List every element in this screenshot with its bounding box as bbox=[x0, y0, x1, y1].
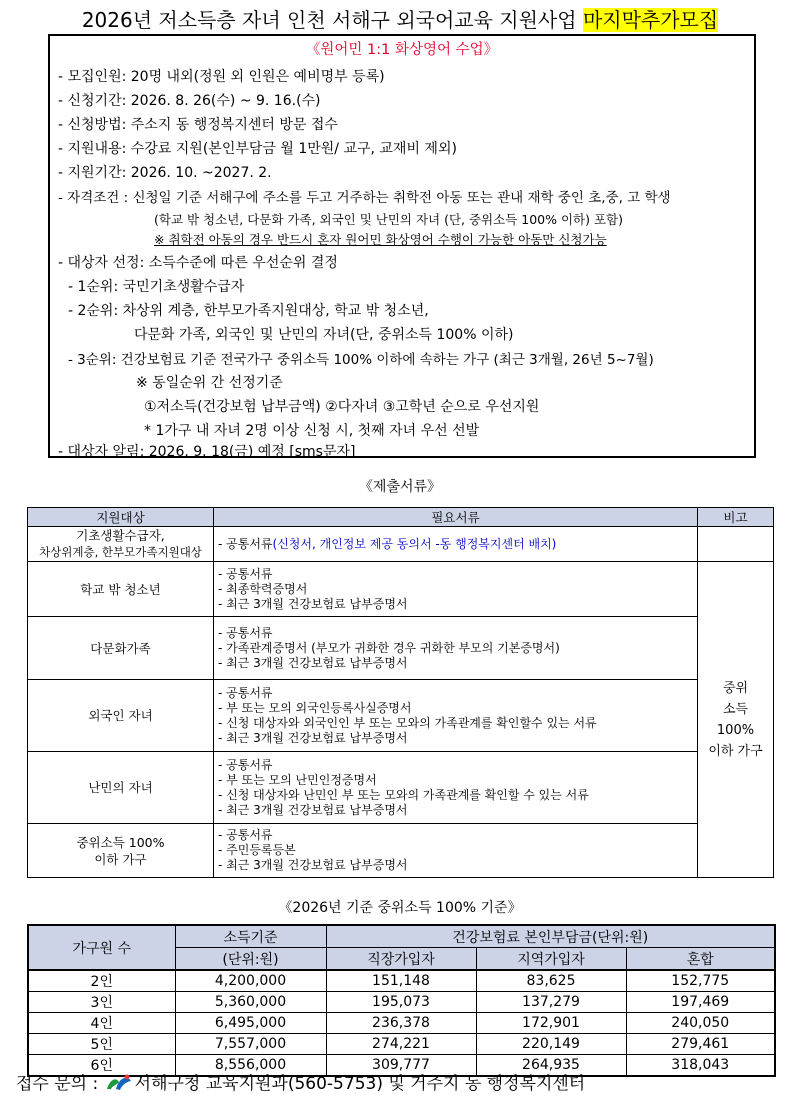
info-line-rank3: - 3순위: 건강보험료 기준 전국가구 중위소득 100% 이하에 속하는 가구 (최근 3개월, 26년 5~7월) bbox=[68, 352, 654, 368]
title-highlight: 마지막추가모집 bbox=[582, 8, 719, 32]
info-line-rank2-cont: 다문화 가족, 외국인 및 난민의 자녀(단, 중위소득 100% 이하) bbox=[134, 327, 514, 343]
cell-regional: 220,149 bbox=[476, 1034, 626, 1055]
table-row bbox=[28, 562, 774, 617]
cell-household: 3인 bbox=[28, 992, 175, 1013]
cell-household: 4인 bbox=[28, 1013, 175, 1034]
table-row bbox=[28, 970, 775, 992]
note-line: 이하 가구 bbox=[708, 743, 763, 759]
table-row bbox=[28, 1013, 775, 1034]
cell-mixed: 279,461 bbox=[626, 1034, 775, 1055]
info-line-rank1: - 1순위: 국민기초생활수급자 bbox=[68, 279, 245, 295]
req-item: - 주민등록등본 bbox=[218, 843, 296, 857]
table-row bbox=[28, 1034, 775, 1055]
req-item: - 최근 3개월 건강보험료 납부증명서 bbox=[218, 596, 408, 611]
target-line: 중위소득 100% bbox=[76, 834, 165, 850]
target-cell: 학교 밖 청소년 bbox=[28, 562, 214, 617]
col-header-premium: 건강보험료 본인부담금(단위:원) bbox=[326, 925, 775, 948]
target-cell bbox=[28, 824, 214, 878]
info-line-content: - 지원내용: 수강료 지원(본인부담금 월 1만원/ 교구, 교재비 제외) bbox=[58, 141, 457, 157]
cell-household: 2인 bbox=[28, 970, 175, 992]
table-row bbox=[28, 824, 774, 878]
req-item: - 공통서류 bbox=[218, 757, 273, 772]
docs-title: 《제출서류》 bbox=[358, 479, 442, 495]
cell-income: 6,495,000 bbox=[175, 1013, 326, 1034]
documents-table bbox=[27, 507, 774, 878]
req-common-detail: (신청서, 개인정보 제공 동의서 -동 행정복지센터 배치) bbox=[272, 536, 557, 551]
info-line-tie-rule: ※ 동일순위 간 선정기준 bbox=[136, 375, 283, 391]
cell-regional: 83,625 bbox=[476, 970, 626, 992]
contact-line bbox=[16, 1069, 585, 1094]
info-line-tie-order: ①저소득(건강보험 납부금액) ②다자녀 ③고학년 순으로 우선지원 bbox=[144, 399, 540, 415]
target-cell bbox=[28, 527, 214, 562]
documents-cell bbox=[214, 752, 698, 824]
col-header-documents: 필요서류 bbox=[214, 508, 698, 527]
note-cell-empty bbox=[698, 527, 774, 562]
req-item: - 가족관계증명서 (부모가 귀화한 경우 귀화한 부모의 기본증명서) bbox=[218, 640, 560, 655]
cell-employee: 195,073 bbox=[326, 992, 476, 1013]
cell-income: 5,360,000 bbox=[175, 992, 326, 1013]
info-line-notify: - 대상자 알림: 2026. 9. 18(금) 예정 [sms문자] bbox=[58, 444, 356, 460]
info-line-duration: - 지원기간: 2026. 10. ~2027. 2. bbox=[58, 165, 272, 181]
table-row bbox=[28, 680, 774, 752]
req-item: - 신청 대상자와 외국인인 부 또는 모와의 가족관계를 확인할수 있는 서류 bbox=[218, 715, 597, 730]
documents-cell bbox=[214, 680, 698, 752]
req-item: - 최종학력증명서 bbox=[218, 581, 308, 596]
req-item: - 공통서류 bbox=[218, 828, 273, 842]
target-cell: 다문화가족 bbox=[28, 617, 214, 680]
documents-cell bbox=[214, 562, 698, 617]
col-header-income-unit: (단위:원) bbox=[175, 948, 326, 971]
contact-text: 서해구청 교육지원과(560-5753) 및 거주지 동 행정복지센터 bbox=[134, 1074, 586, 1094]
target-line: 차상위계층, 한부모가족지원대상 bbox=[39, 545, 202, 559]
note-line: 중위 bbox=[722, 680, 749, 696]
income-table bbox=[27, 924, 776, 1077]
income-table-title: 《2026년 기준 중위소득 100% 기준》 bbox=[278, 900, 522, 916]
documents-cell bbox=[214, 824, 698, 878]
cell-employee: 309,777 bbox=[326, 1055, 476, 1077]
req-item: - 최근 3개월 건강보험료 납부증명서 bbox=[218, 730, 408, 745]
cell-income: 7,557,000 bbox=[175, 1034, 326, 1055]
col-header-mixed: 혼합 bbox=[626, 948, 775, 971]
info-line-capacity: - 모집인원: 20명 내외(정원 외 인원은 예비명부 등록) bbox=[58, 69, 385, 85]
info-line-preschool-note: ※ 취학전 아동의 경우 반드시 혼자 원어민 화상영어 수행이 가능한 아동만 신청가능 bbox=[154, 232, 607, 247]
info-subtitle: 《원어민 1:1 화상영어 수업》 bbox=[305, 42, 499, 58]
info-line-period: - 신청기간: 2026. 8. 26(수) ~ 9. 16.(수) bbox=[58, 93, 321, 109]
documents-cell bbox=[214, 527, 698, 562]
cell-employee: 274,221 bbox=[326, 1034, 476, 1055]
table-row bbox=[28, 617, 774, 680]
note-line: 100% bbox=[716, 722, 755, 738]
contact-prefix: 접수 문의 : bbox=[16, 1074, 104, 1094]
cell-mixed: 152,775 bbox=[626, 970, 775, 992]
info-line-method: - 신청방법: 주소지 동 행정복지센터 방문 접수 bbox=[58, 117, 338, 133]
col-header-target: 지원대상 bbox=[28, 508, 214, 527]
req-item: - 공통서류 bbox=[218, 566, 273, 581]
req-item: - 공통서류 bbox=[218, 685, 273, 700]
documents-cell bbox=[214, 617, 698, 680]
target-line: 이하 가구 bbox=[94, 851, 147, 867]
req-item: - 부 또는 모의 난민인정증명서 bbox=[218, 772, 377, 787]
req-item: - 최근 3개월 건강보험료 납부증명서 bbox=[218, 655, 408, 670]
col-header-note: 비고 bbox=[698, 508, 774, 527]
cell-income: 4,200,000 bbox=[175, 970, 326, 992]
cell-household: 5인 bbox=[28, 1034, 175, 1055]
district-logo-icon bbox=[104, 1073, 134, 1093]
req-item: - 공통서류 bbox=[218, 625, 273, 640]
req-item: - 최근 3개월 건강보험료 납부증명서 bbox=[218, 858, 408, 872]
cell-employee: 151,148 bbox=[326, 970, 476, 992]
table-header-row bbox=[28, 508, 774, 527]
target-line: 기초생활수급자, bbox=[76, 528, 165, 543]
info-line-rank2: - 2순위: 차상위 계층, 한부모가족지원대상, 학교 밖 청소년, bbox=[68, 303, 429, 319]
table-row bbox=[28, 527, 774, 562]
info-line-eligibility: - 자격조건 : 신청일 기준 서해구에 주소를 두고 거주하는 취학전 아동 또는 관내 재학 중인 초,중, 고 학생 bbox=[58, 190, 671, 206]
program-info-box bbox=[48, 34, 756, 458]
note-cell bbox=[698, 562, 774, 878]
target-cell: 외국인 자녀 bbox=[28, 680, 214, 752]
info-line-sibling-rule: * 1가구 내 자녀 2명 이상 신청 시, 첫째 자녀 우선 선발 bbox=[144, 423, 480, 439]
cell-household: 6인 bbox=[28, 1055, 175, 1077]
req-item: - 신청 대상자와 난민인 부 또는 모와의 가족관계를 확인할 수 있는 서류 bbox=[218, 787, 589, 802]
cell-employee: 236,378 bbox=[326, 1013, 476, 1034]
cell-mixed: 318,043 bbox=[626, 1055, 775, 1077]
note-line: 소득 bbox=[722, 701, 749, 717]
col-header-household: 가구원 수 bbox=[28, 925, 175, 970]
page-title bbox=[0, 4, 800, 33]
col-header-regional: 지역가입자 bbox=[476, 948, 626, 971]
req-prefix: - 공통서류 bbox=[218, 536, 273, 551]
info-line-eligibility-include: (학교 밖 청소년, 다문화 가족, 외국인 및 난민의 자녀 (단, 중위소득 100% 이하) 포함) bbox=[154, 212, 623, 227]
req-item: - 부 또는 모의 외국인등록사실증명서 bbox=[218, 700, 412, 715]
cell-mixed: 240,050 bbox=[626, 1013, 775, 1034]
table-row bbox=[28, 992, 775, 1013]
target-cell: 난민의 자녀 bbox=[28, 752, 214, 824]
table-row bbox=[28, 752, 774, 824]
title-main: 2026년 저소득층 자녀 인천 서해구 외국어교육 지원사업 bbox=[81, 8, 583, 32]
col-header-income: 소득기준 bbox=[175, 925, 326, 948]
cell-mixed: 197,469 bbox=[626, 992, 775, 1013]
col-header-employee: 직장가입자 bbox=[326, 948, 476, 971]
cell-income: 8,556,000 bbox=[175, 1055, 326, 1077]
req-item: - 최근 3개월 건강보험료 납부증명서 bbox=[218, 802, 408, 817]
info-line-selection: - 대상자 선정: 소득수준에 따른 우선순위 결정 bbox=[58, 255, 338, 271]
cell-regional: 137,279 bbox=[476, 992, 626, 1013]
cell-regional: 172,901 bbox=[476, 1013, 626, 1034]
cell-regional: 264,935 bbox=[476, 1055, 626, 1077]
